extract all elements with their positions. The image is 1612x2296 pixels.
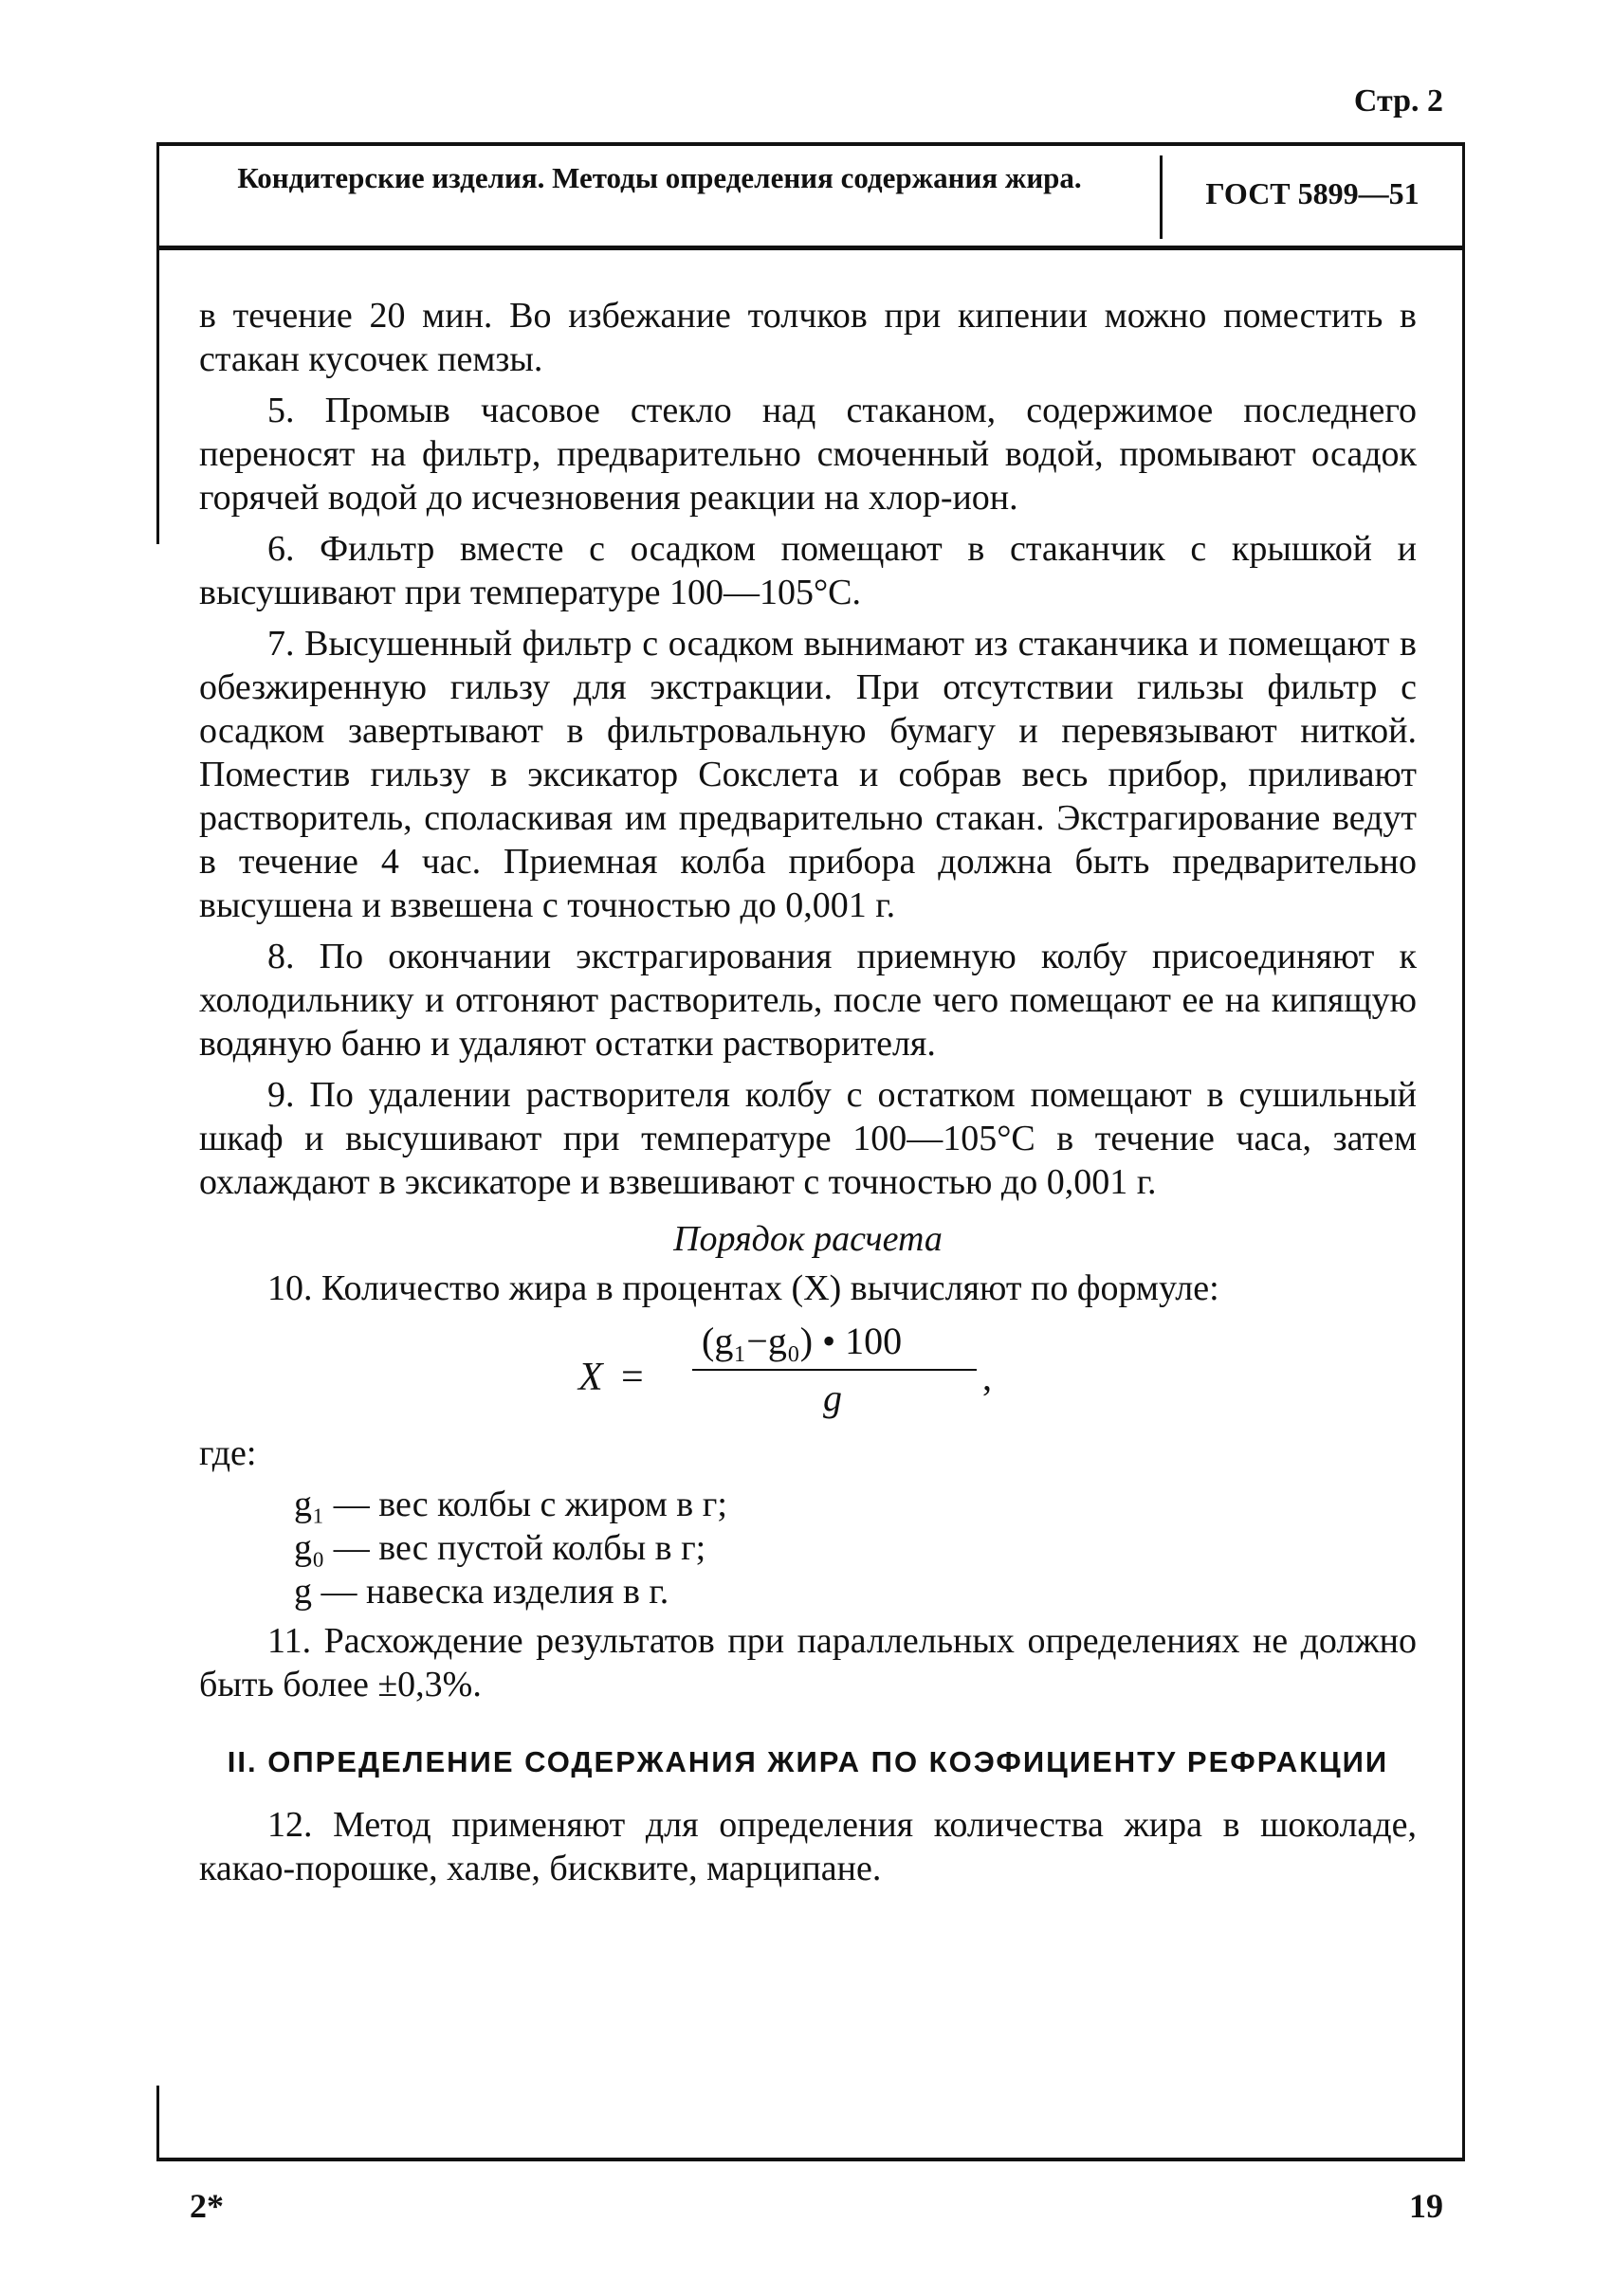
document-header <box>156 142 1465 250</box>
paragraph-9: 9. По удалении растворителя колбу с остатком помещают в сушильный шкаф и высушивают при температуре 100—105°С в течение часа, затем охлаждают в эксикаторе и взвешивают с точностью до 0,001 г. <box>199 1075 1417 1202</box>
formula-equals: = <box>621 1356 644 1399</box>
fat-formula <box>199 1318 1417 1431</box>
formula-numerator: (g₁−g₀) • 100 <box>702 1320 903 1362</box>
paragraph-6: 6. Фильтр вместе с осадком помещают в стаканчик с крышкой и высушивают при температуре 100—105°С. <box>199 529 1417 612</box>
definition-g1: g₁ — вес колбы с жиром в г; <box>294 1485 727 1524</box>
variable-definitions <box>294 1483 1417 1613</box>
paragraph-10: 10. Количество жира в процентах (X) вычисляют по формуле: <box>267 1268 1219 1308</box>
definition-g0: g₀ — вес пустой колбы в г; <box>294 1528 706 1568</box>
paragraph-11: 11. Расхождение результатов при параллельных определениях не должно быть более ±0,3%. <box>199 1621 1417 1704</box>
section-heading-calculation: Порядок расчета <box>673 1219 943 1259</box>
formula-lhs: X <box>578 1356 603 1399</box>
standard-code: ГОСТ 5899—51 <box>1205 176 1420 210</box>
formula-fraction-bar <box>692 1369 977 1371</box>
paragraph-12: 12. Метод применяют для определения количества жира в шоколаде, какао-порошке, халве, бисквите, марципане. <box>199 1805 1417 1888</box>
paragraph-8: 8. По окончании экстрагирования приемную колбу присоединяют к холодильнику и отгоняют растворитель, после чего помещают ее на кипящую водяную баню и удаляют остатки растворителя. <box>199 937 1417 1064</box>
bottom-rule <box>156 2158 1465 2161</box>
where-label: где: <box>199 1433 257 1473</box>
left-margin-rule <box>156 250 159 544</box>
paragraph-5: 5. Промыв часовое стекло над стаканом, содержимое последнего переносят на фильтр, предварительно смоченный водой, промывают осадок горячей водой до исчезновения реакции на хлор-ион. <box>199 391 1417 518</box>
formula-denominator: g <box>823 1376 842 1419</box>
paragraph-7: 7. Высушенный фильтр с осадком вынимают из стаканчика и помещают в обезжиренную гильзу для экстракции. При отсутствии гильзы фильтр с осадком завертывают в фильтровальную бумагу и перевязывают ниткой. Поместив гильзу в эксикатор Сокслета и собрав весь прибор, приливают растворитель, споласкивая им предварительно стакан. Экстрагирование ведут в течение 4 час. Приемная колба прибора должна быть предварительно высушена и взвешена с точностью до 0,001 г. <box>199 624 1417 925</box>
header-title: Кондитерские изделия. Методы определения содержания жира. <box>237 161 1082 194</box>
signature-mark: 2* <box>190 2187 224 2225</box>
chapter-heading: II. ОПРЕДЕЛЕНИЕ СОДЕРЖАНИЯ ЖИРА ПО КОЭФИЦИЕНТУ РЕФРАКЦИИ <box>227 1745 1389 1778</box>
page-number: 19 <box>1409 2187 1443 2225</box>
formula-comma: , <box>982 1356 992 1398</box>
right-margin-rule <box>1462 250 1465 2161</box>
page-label: Стр. 2 <box>1353 83 1443 118</box>
body-text <box>199 294 1417 1898</box>
left-margin-rule-lower <box>156 2086 159 2161</box>
definition-g: g — навеска изделия в г. <box>294 1572 669 1612</box>
paragraph-continuation: в течение 20 мин. Во избежание толчков при кипении можно поместить в стакан кусочек пемзы. <box>199 296 1417 379</box>
